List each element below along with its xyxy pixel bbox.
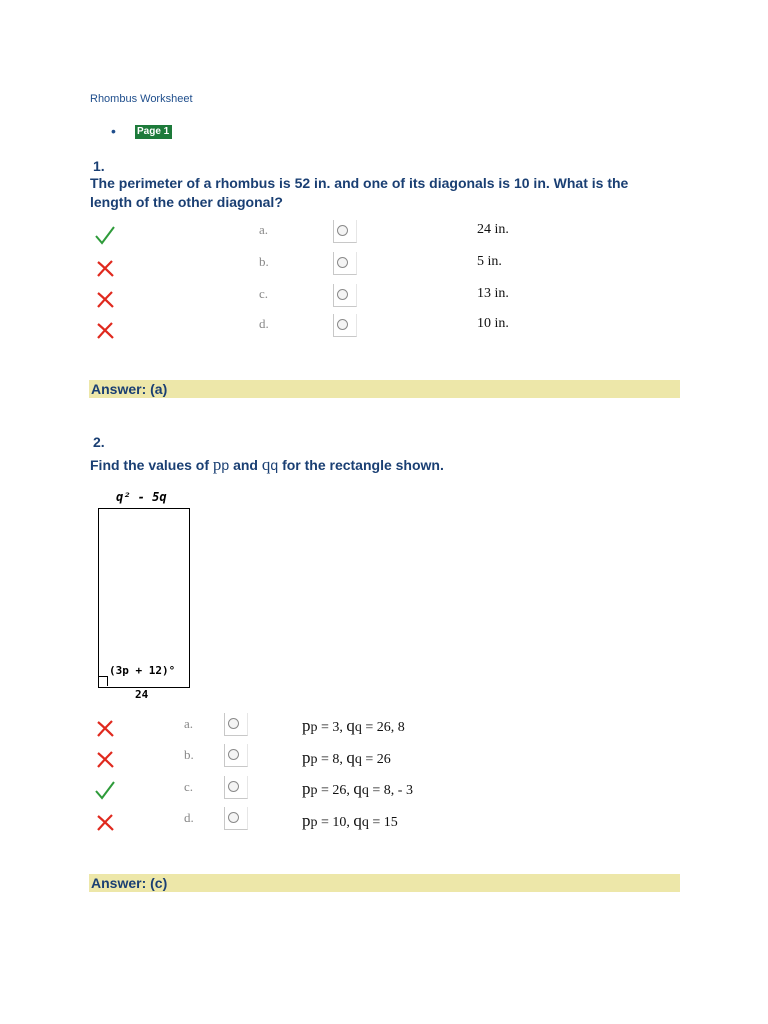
option-letter: d. <box>184 810 194 825</box>
option-a-radio[interactable] <box>333 220 357 243</box>
option-letter: b. <box>259 254 269 269</box>
option-text: pp = 8, qq = 26 <box>302 748 391 767</box>
worksheet-title-link[interactable]: Rhombus Worksheet <box>90 93 193 105</box>
question-1-text: The perimeter of a rhombus is 52 in. and one of its diagonals is 10 in. What is the length of the other diagonal? <box>90 175 629 210</box>
option-text: pp = 3, qq = 26, 8 <box>302 716 405 735</box>
option-letter: c. <box>259 286 269 301</box>
cross-icon <box>94 748 116 770</box>
right-angle-marker <box>98 676 108 686</box>
question-1-number: 1. <box>93 158 105 174</box>
option-b-radio[interactable] <box>333 252 357 275</box>
figure-angle-label: (3p + 12)° <box>109 664 176 677</box>
option-d-radio[interactable] <box>224 807 248 830</box>
text-and: and <box>233 457 258 473</box>
question-2-number: 2. <box>93 434 105 450</box>
variable-q-glyph: q <box>261 455 271 474</box>
variable-p-glyph: p <box>212 455 222 474</box>
cross-icon <box>94 319 116 341</box>
option-text: 10 in. <box>477 316 509 331</box>
check-icon <box>94 779 116 801</box>
check-icon <box>94 224 116 246</box>
option-text: 13 in. <box>477 286 509 301</box>
option-letter: c. <box>184 779 194 794</box>
option-text: 5 in. <box>477 254 502 269</box>
cross-icon <box>94 257 116 279</box>
bullet: • <box>111 123 116 139</box>
question-2-answer: Answer: (c) <box>89 874 680 892</box>
variable-q: q <box>270 457 279 473</box>
page-1-tab[interactable]: Page 1 <box>135 125 172 139</box>
text-suffix: for the rectangle shown. <box>282 457 444 473</box>
cross-icon <box>94 811 116 833</box>
cross-icon <box>94 717 116 739</box>
cross-icon <box>94 288 116 310</box>
rectangle-figure <box>98 508 190 688</box>
option-c-radio[interactable] <box>224 776 248 799</box>
option-a-radio[interactable] <box>224 713 248 736</box>
option-b-radio[interactable] <box>224 744 248 767</box>
option-c-radio[interactable] <box>333 284 357 307</box>
option-letter: a. <box>184 716 194 731</box>
text-prefix: Find the values of <box>90 457 210 473</box>
option-text: 24 in. <box>477 222 509 237</box>
variable-p: p <box>221 457 230 473</box>
option-d-radio[interactable] <box>333 314 357 337</box>
option-text: pp = 10, qq = 15 <box>302 811 398 830</box>
question-1-answer: Answer: (a) <box>89 380 680 398</box>
option-letter: b. <box>184 747 194 762</box>
option-text: pp = 26, qq = 8, - 3 <box>302 779 413 798</box>
option-letter: d. <box>259 316 269 331</box>
figure-top-label: q² - 5q <box>116 490 167 504</box>
question-2-text <box>90 455 444 475</box>
option-letter: a. <box>259 222 269 237</box>
figure-bottom-label: 24 <box>135 688 149 701</box>
